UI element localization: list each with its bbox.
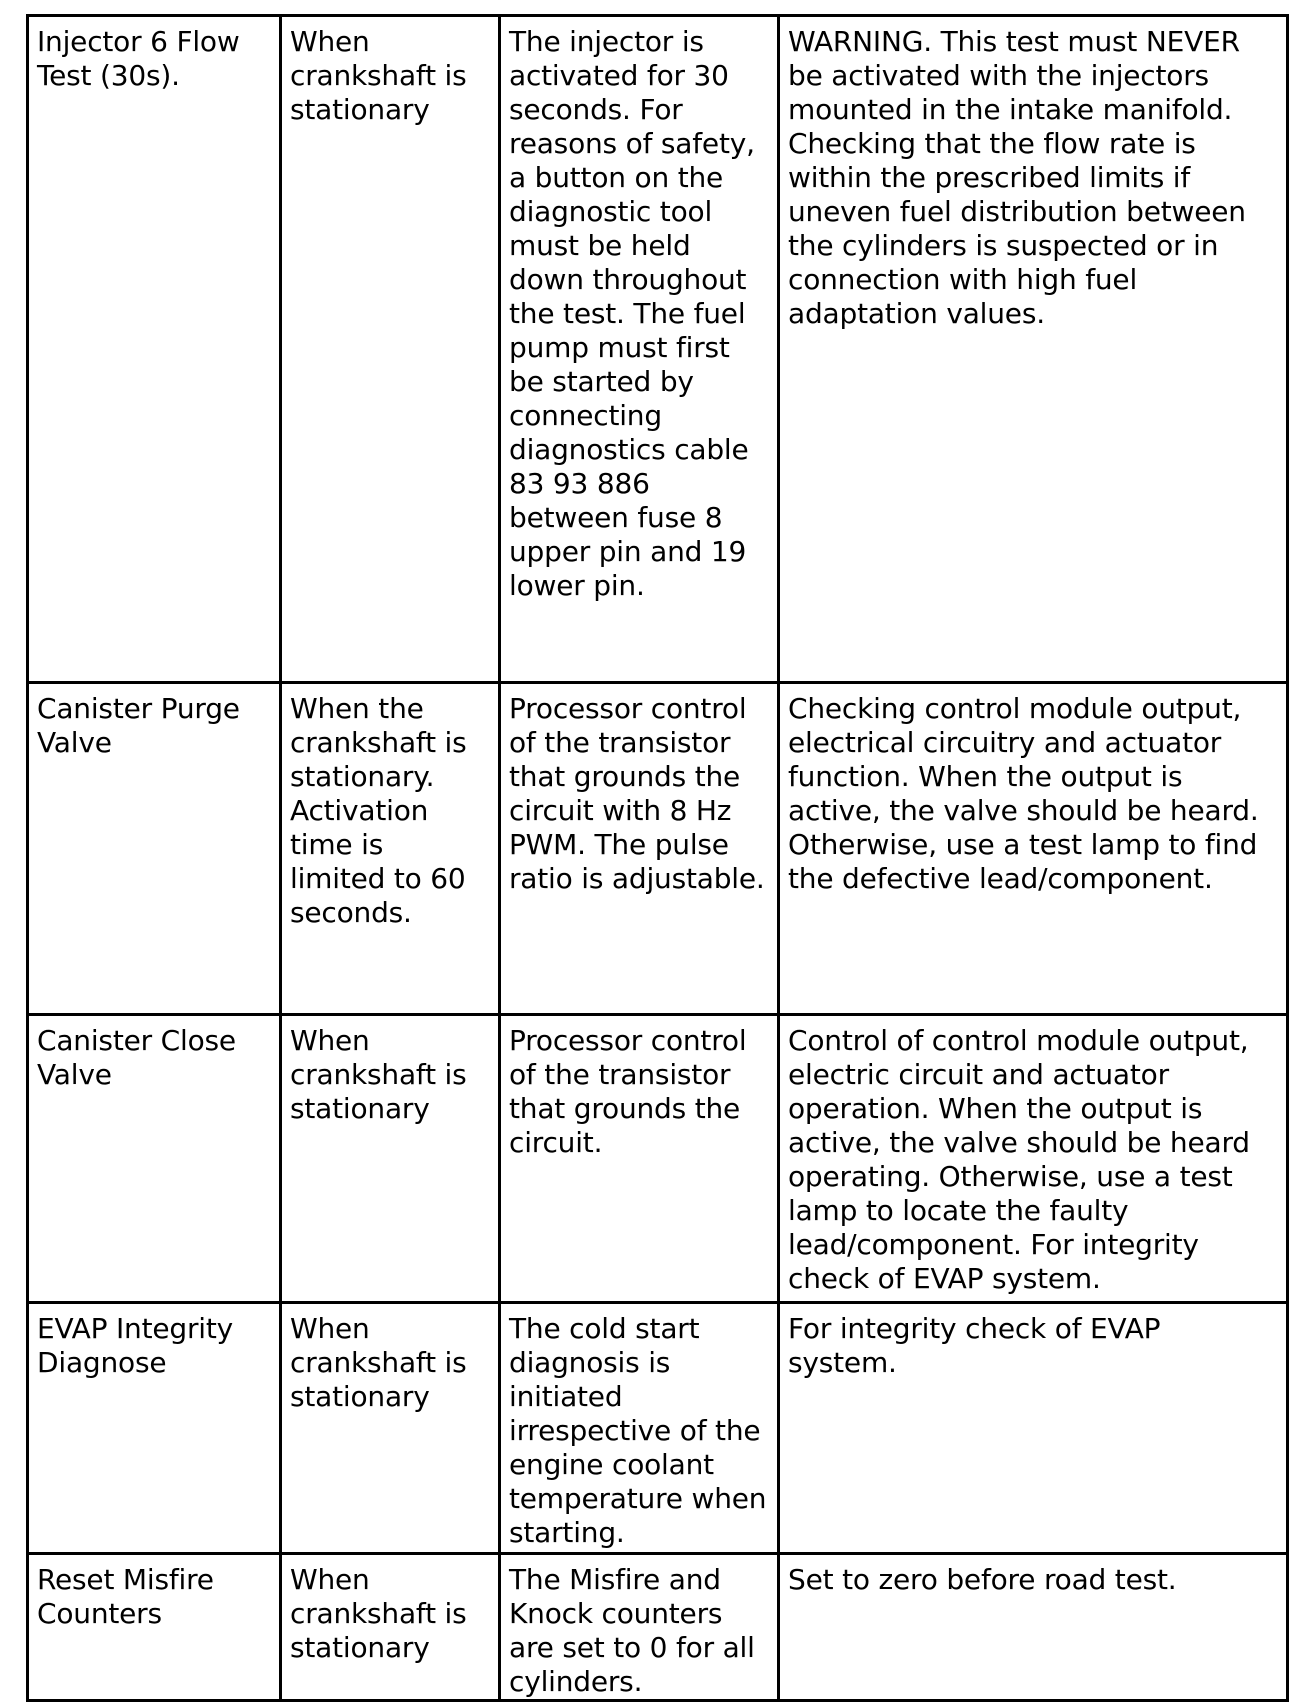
description-cell: The injector is activated for 30 seconds. For reasons of safety, a button on the diagnostic tool must be held down throughout the test. The fuel pump must first be started by connecting diagnostics cable 83 93 886 between fuse 8 upper pin and 19 lower pin. — [500, 16, 779, 683]
function-cell: EVAP Integrity Diagnose — [28, 1303, 281, 1554]
table-row — [28, 683, 1288, 1015]
usage-cell: For integrity check of EVAP system. — [779, 1303, 1288, 1554]
table-row — [28, 1015, 1288, 1303]
description-cell: The cold start diagnosis is initiated irrespective of the engine coolant temperature when starting. — [500, 1303, 779, 1554]
function-cell: Canister Close Valve — [28, 1015, 281, 1303]
activation-test-table — [26, 14, 1289, 1702]
usage-cell: Checking control module output, electrical circuitry and actuator function. When the output is active, the valve should be heard. Otherwise, use a test lamp to find the defective lead/component. — [779, 683, 1288, 1015]
usage-cell: WARNING. This test must NEVER be activated with the injectors mounted in the intake manifold. Checking that the flow rate is within the prescribed limits if uneven fuel distribution between the cylinders is suspected or in connection with high fuel adaptation values. — [779, 16, 1288, 683]
usage-cell: Control of control module output, electric circuit and actuator operation. When the output is active, the valve should be heard operating. Otherwise, use a test lamp to locate the faulty lead/component. For integrity check of EVAP system. — [779, 1015, 1288, 1303]
description-cell: Processor control of the transistor that grounds the circuit with 8 Hz PWM. The pulse ratio is adjustable. — [500, 683, 779, 1015]
condition-cell: When crankshaft is stationary — [281, 1554, 500, 1701]
description-cell: The Misfire and Knock counters are set to 0 for all cylinders. — [500, 1554, 779, 1701]
table-row — [28, 16, 1288, 683]
table-row — [28, 1554, 1288, 1701]
table-row — [28, 1303, 1288, 1554]
function-cell: Canister Purge Valve — [28, 683, 281, 1015]
condition-cell: When the crankshaft is stationary. Activation time is limited to 60 seconds. — [281, 683, 500, 1015]
condition-cell: When crankshaft is stationary — [281, 1015, 500, 1303]
description-cell: Processor control of the transistor that grounds the circuit. — [500, 1015, 779, 1303]
condition-cell: When crankshaft is stationary — [281, 1303, 500, 1554]
function-cell: Injector 6 Flow Test (30s). — [28, 16, 281, 683]
condition-cell: When crankshaft is stationary — [281, 16, 500, 683]
function-cell: Reset Misfire Counters — [28, 1554, 281, 1701]
usage-cell: Set to zero before road test. — [779, 1554, 1288, 1701]
